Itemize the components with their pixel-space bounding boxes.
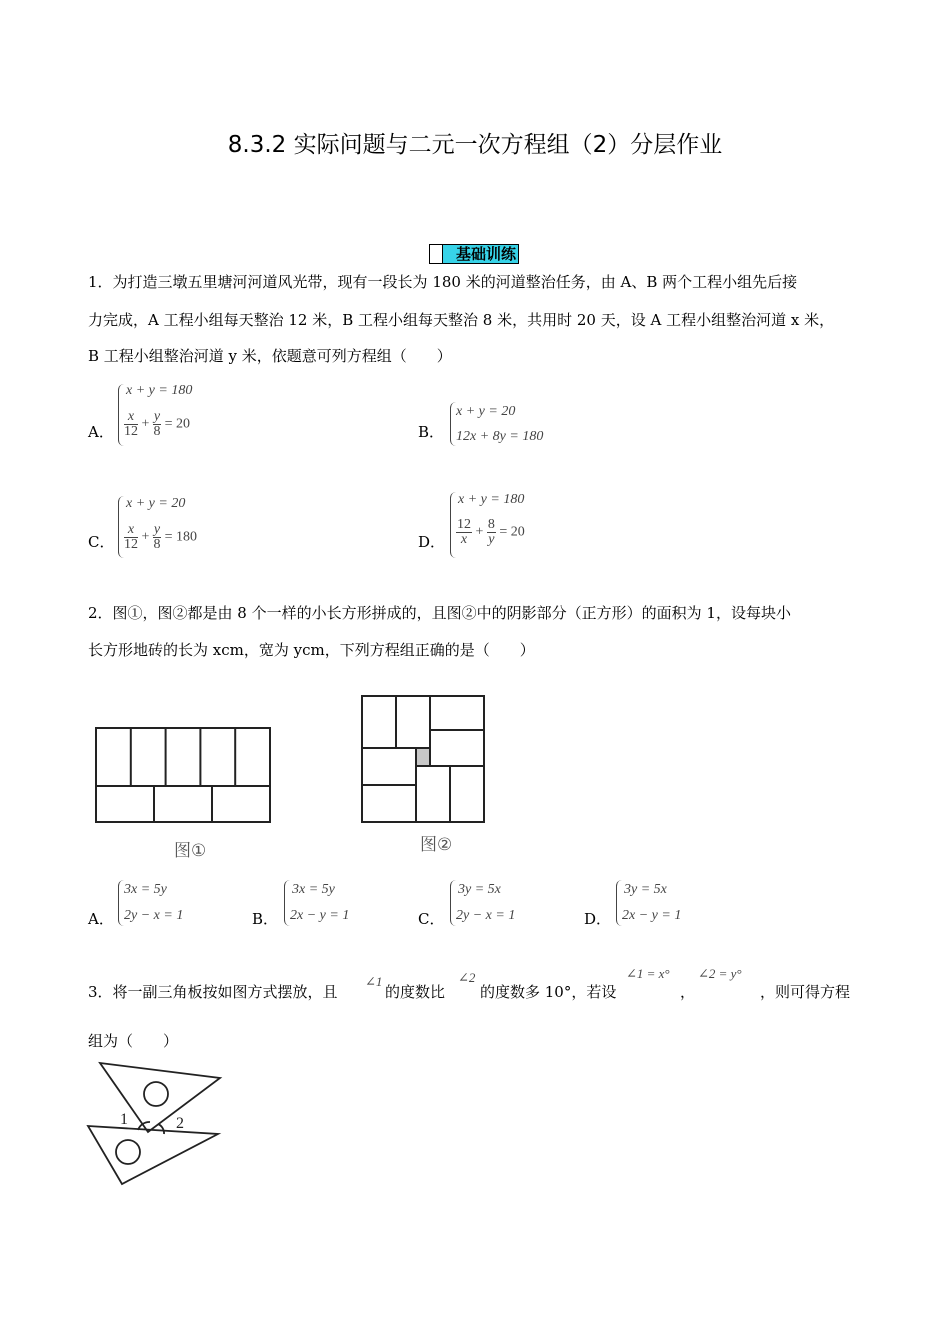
section-label-text: 基础训练: [455, 245, 516, 263]
q1-option-a-eq1: x + y = 180: [126, 383, 193, 398]
q2-option-d-eq2: 2x − y = 1: [622, 908, 682, 923]
q3-text-part1: 3．将一副三角板按如图方式摆放，且: [88, 983, 338, 1001]
q2-option-a-eq1: 3x = 5y: [124, 882, 167, 897]
q3-figure: [80, 1058, 230, 1192]
q1-option-a-eq2: $\frac{x}{12}$ + $\frac{y}{8}$ = 20: [124, 409, 191, 439]
q1-option-b-eq2: 12x + 8y = 180: [456, 429, 544, 444]
q2-option-c-label[interactable]: C．: [418, 910, 445, 928]
q2-shaded-square: [416, 748, 430, 766]
q3-triangle-top: [100, 1063, 220, 1132]
q2-option-a-eq2: 2y − x = 1: [124, 908, 184, 923]
q2-figure-2: [356, 690, 492, 860]
q2-figure-2-caption: 图②: [420, 835, 453, 855]
q1-option-d-label[interactable]: D．: [418, 533, 446, 551]
q1-option-c-eq2: $\frac{x}{12}$ + $\frac{y}{8}$ = 180: [124, 522, 198, 552]
q1-option-d-eq1: x + y = 180: [458, 492, 525, 507]
q3-line2: 组为（ ）: [88, 1032, 179, 1050]
q1-line3: B 工程小组整治河道 y 米，依题意可列方程组（ ）: [88, 347, 452, 365]
q1-line1: 1．为打造三墩五里塘河河道风光带，现有一段长为 180 米的河道整治任务，由 A、B 两个工程小组先后接: [88, 273, 798, 291]
q2-line2: 长方形地砖的长为 xcm，宽为 ycm，下列方程组正确的是（ ）: [88, 641, 535, 659]
q1-option-b-label[interactable]: B．: [418, 423, 445, 441]
q2-option-b-label[interactable]: B．: [252, 910, 279, 928]
q1-option-c-eq1: x + y = 20: [126, 496, 186, 511]
q2-option-c-eq2: 2y − x = 1: [456, 908, 516, 923]
q3-figure-label-2: 2: [176, 1115, 184, 1132]
q2-figure-1-caption: 图①: [174, 841, 207, 861]
q3-figure-label-1: 1: [120, 1111, 128, 1128]
q1-option-a-label[interactable]: A．: [88, 423, 114, 441]
q3-text-part3: 的度数多 10°，若设: [480, 983, 617, 1001]
q2-option-d-eq1: 3y = 5x: [624, 882, 667, 897]
q2-line1: 2．图①，图②都是由 8 个一样的小长方形拼成的，且图②中的阴影部分（正方形）的面积为 1，设每块小: [88, 604, 791, 622]
q2-option-b-eq2: 2x − y = 1: [290, 908, 350, 923]
q3-comma: ，: [680, 983, 696, 1001]
q2-option-d-label[interactable]: D．: [584, 910, 612, 928]
q3-set1: ∠1 = x°: [626, 966, 670, 981]
q1-option-c-label[interactable]: C．: [88, 533, 115, 551]
q2-option-b-eq1: 3x = 5y: [292, 882, 335, 897]
q3-angle2-symbol: ∠2: [458, 970, 476, 985]
page-title: 8.3.2 实际问题与二元一次方程组（2）分层作业: [227, 132, 723, 158]
q1-line2: 力完成，A 工程小组每天整治 12 米，B 工程小组每天整治 8 米，共用时 20 天，设 A 工程小组整治河道 x 米，: [88, 311, 835, 329]
section-marker: [430, 245, 443, 263]
q2-option-c-eq1: 3y = 5x: [458, 882, 501, 897]
q3-triangle-bottom: [88, 1126, 218, 1184]
q1-option-b-eq1: x + y = 20: [456, 404, 516, 419]
q3-angle1-symbol: ∠1: [365, 974, 383, 989]
q2-figure-1: [90, 724, 280, 864]
q3-text-part4: ，则可得方程: [760, 983, 851, 1001]
q3-text-part2: 的度数比: [385, 983, 446, 1001]
section-label: [429, 244, 519, 264]
q3-set2: ∠2 = y°: [698, 966, 742, 981]
q2-option-a-label[interactable]: A．: [88, 910, 114, 928]
q1-option-d-eq2: $\frac{12}{x}$ + $\frac{8}{y}$ = 20: [457, 517, 525, 547]
